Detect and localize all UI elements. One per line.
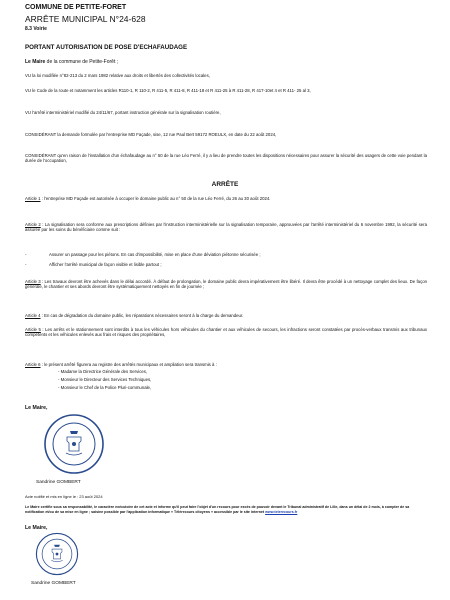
category: 8.3 Voirie — [25, 26, 47, 32]
article-6: Article 6 : le présent arrêté figurera au registre des arrêtés municipaux et ampliation sera transmis à : — [25, 362, 217, 367]
article-4: Article 4 : En cas de dégradation du domaine public, les réparations nécessaires seront à la charge du demandeur. — [25, 313, 244, 318]
article-5: Article 5 : Les arrêts et le stationnement sont interdits à tous les véhicules hors véhicules du chantier et aux véhicules de secours, les infractions seront constatées par procès-verbaux transmis aux tribunaux compétents et les véhicules enlevés aux frais et risques des propriétaires, — [25, 327, 427, 338]
telerecours-link[interactable]: www.telerecours.fr — [265, 509, 298, 514]
article-3: Article 3 : Les travaux devront être achevés dans le délai accordé. À défaut de prolongation, le domaine public devra impérativement être libéré. Il devra être procédé à un nettoyage complet des lieux. De façon générale, le chantier et ses abords devront être systématiquement nettoyés en fin de journée ; — [25, 279, 427, 290]
document-title: PORTANT AUTORISATION DE POSE D'ECHAFAUDAGE — [25, 44, 188, 51]
article-1: Article 1 : l'entreprise MD Façade est autorisée à occuper le domaine public au n° 50 de la rue Léo Ferré, du 26 au 30 août 2024. — [25, 196, 271, 201]
posting-note: Acte notifié et mis en ligne le : 23 août 2024 — [25, 494, 103, 499]
article-2-bullet-2: - Afficher l'arrêté municipal de façon visible et lisible partout ; — [25, 262, 162, 267]
mairie-seal-icon — [35, 532, 79, 576]
considerant-paragraph-2: CONSIDÉRANT qu'en raison de l'installation d'un échafaudage au n° 50 de la rue Léo Ferré, il y a lieu de prendre toutes les dispositions nécessaires pour assurer la sécurité des usagers de cette voie pendant la durée de l'occupation, — [25, 153, 427, 164]
legal-notice: Le Maire certifie sous sa responsabilité, le caractère exécutoire de cet acte et informe qu'il peut faire l'objet d'un recours pour excès de pouvoir devant le Tribunal administratif de Lille, dans un délai de 2 mois, à compter de sa notification et/ou de sa mise en ligne ; saisine possible par l'application informatique « Télérecours citoyens » accessible par le site internet www.telerecours.fr — [25, 505, 410, 514]
signature-label-1: Le Maire, — [25, 405, 48, 411]
considerant-paragraph-1: CONSIDÉRANT la demande formulée par l'entreprise MD Façade, sise, 12 rue Paul Bert 59172 ROEULX, en date du 22 août 2024, — [25, 132, 277, 137]
article-2-bullet-1: - Assurer un passage pour les piétons. En cas d'impossibilité, mise en place d'une déviation piétonne sécurisée ; — [25, 252, 261, 257]
mairie-seal-icon — [43, 413, 105, 475]
signatory-name-2: Sandrine GOMBERT — [31, 581, 76, 586]
recipient-1: - Madame la Directrice Générale des Services, — [58, 369, 148, 374]
arrete-heading: ARRÊTE — [211, 181, 239, 188]
signatory-name-1: Sandrine GOMBERT — [36, 480, 81, 485]
recipient-2: - Monsieur le Directeur des Services Techniques, — [58, 377, 152, 382]
vu-paragraph-1: VU la loi modifiée n°82-213 du 2 mars 1982 relative aux droits et libertés des collectivités locales, — [25, 73, 210, 78]
vu-paragraph-2: VU le Code de la route et notamment les articles R110-1, R 110-2, R 411-5, R 411-8, R 411-18 et R 411-25 à R 411-28, R 417-10et 4 et R 411- 25 al 3, — [25, 88, 311, 93]
signature-label-2: Le Maire, — [25, 525, 48, 531]
commune-name: COMMUNE DE PETITE-FORET — [25, 4, 127, 11]
arrete-number: ARRÊTE MUNICIPAL N°24-628 — [25, 14, 146, 24]
maire-intro: Le Maire de la commune de Petite-Forêt ; — [25, 59, 119, 65]
vu-paragraph-3: VU l'arrêté interministériel modifié du 24/11/67, portant instruction générale sur la signalisation routière, — [25, 110, 221, 115]
recipient-3: - Monsieur le Chef de la Police Pluri-communale, — [58, 385, 152, 390]
article-2: Article 2 : La signalisation sera conforme aux prescriptions définies par l'instruction interministérielle sur la signalisation temporaire, approuvées par l'arrêté interministériel du 6 novembre 1992, la sécurité sera assurée par les soins du bénéficiaire comme suit : — [25, 222, 427, 233]
